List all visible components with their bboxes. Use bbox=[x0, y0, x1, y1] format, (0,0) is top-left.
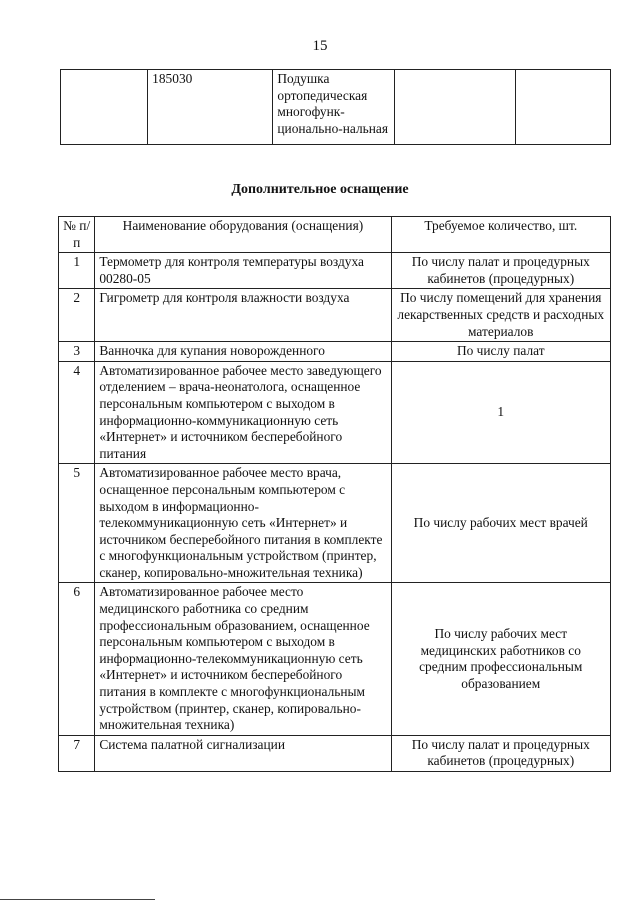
table-row bbox=[59, 253, 611, 289]
section-title: Дополнительное оснащение bbox=[231, 182, 409, 197]
row-name: Гигрометр для контроля влажности воздуха bbox=[95, 289, 391, 342]
page-number: 15 bbox=[312, 38, 328, 54]
table-row bbox=[59, 735, 611, 771]
row-name: Автоматизированное рабочее место врача, оснащенное персональным компьютером с выходом в информационно-телекоммуникационную сеть «Интернет» и источником бесперебойного питания в комплекте с многофункциональным устройством (принтер, сканер, копировально-множительная техника) bbox=[95, 464, 391, 583]
row-name: Ванночка для купания новорожденного bbox=[95, 342, 391, 362]
header-num: № п/п bbox=[59, 217, 95, 253]
row-num: 1 bbox=[59, 253, 95, 289]
row-qty: По числу рабочих мест медицинских работников со средним профессиональным образованием bbox=[391, 583, 610, 735]
row-qty: 1 bbox=[391, 361, 610, 464]
row-num: 4 bbox=[59, 361, 95, 464]
header-qty: Требуемое количество, шт. bbox=[391, 217, 610, 253]
table-row bbox=[59, 583, 611, 735]
row-num: 3 bbox=[59, 342, 95, 362]
table-row bbox=[59, 361, 611, 464]
empty-cell bbox=[61, 70, 148, 145]
row-name: Автоматизированное рабочее место заведующего отделением – врача-неонатолога, оснащенное персональным компьютером с выходом в информационно-коммуникационную сеть «Интернет» и источником бесперебойного питания bbox=[95, 361, 391, 464]
table-row bbox=[59, 464, 611, 583]
row-num: 7 bbox=[59, 735, 95, 771]
footnote-separator bbox=[0, 899, 155, 900]
empty-cell bbox=[515, 70, 610, 145]
row-name: Автоматизированное рабочее место медицинского работника со средним профессиональным образованием, оснащенное персональным компьютером с выходом в информационно-телекоммуникационную сеть «Интернет» и источником бесперебойного питания в комплекте с многофункциональным устройством (принтер, сканер, копировально-множительная техника) bbox=[95, 583, 391, 735]
row-qty: По числу палат и процедурных кабинетов (процедурных) bbox=[391, 735, 610, 771]
row-num: 2 bbox=[59, 289, 95, 342]
row-num: 6 bbox=[59, 583, 95, 735]
continued-equipment-table bbox=[60, 69, 611, 145]
equipment-name-cell: Подушка ортопедическая многофунк-ционально-нальная bbox=[273, 70, 394, 145]
empty-cell bbox=[394, 70, 515, 145]
row-num: 5 bbox=[59, 464, 95, 583]
additional-equipment-table bbox=[58, 216, 611, 772]
row-qty: По числу палат bbox=[391, 342, 610, 362]
row-qty: По числу рабочих мест врачей bbox=[391, 464, 610, 583]
row-qty: По числу палат и процедурных кабинетов (процедурных) bbox=[391, 253, 610, 289]
row-name: Система палатной сигнализации bbox=[95, 735, 391, 771]
equipment-code-cell: 185030 bbox=[148, 70, 273, 145]
header-name: Наименование оборудования (оснащения) bbox=[95, 217, 391, 253]
row-name: Термометр для контроля температуры воздуха 00280-05 bbox=[95, 253, 391, 289]
table-row bbox=[61, 70, 611, 145]
table-header-row bbox=[59, 217, 611, 253]
table-row bbox=[59, 342, 611, 362]
table-row bbox=[59, 289, 611, 342]
row-qty: По числу помещений для хранения лекарственных средств и расходных материалов bbox=[391, 289, 610, 342]
